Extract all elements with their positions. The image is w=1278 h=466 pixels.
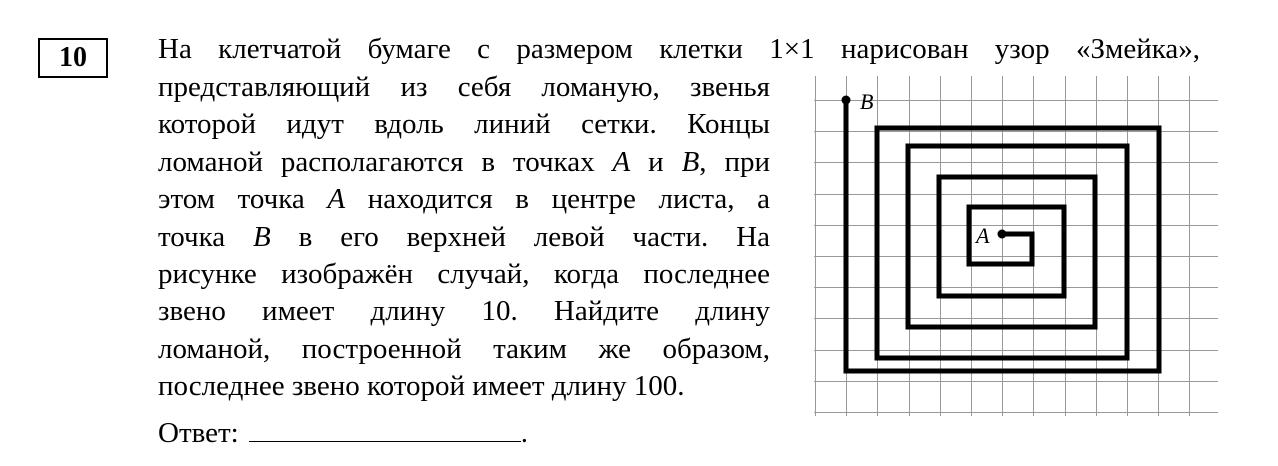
answer-label: Ответ: — [158, 417, 239, 449]
snake-figure — [814, 76, 1218, 416]
text-line-1: представляющий из себя ломаную, звенья — [158, 71, 770, 103]
text-line-2: которой идут вдоль линий сетки. Концы — [158, 108, 770, 141]
point-b-label: B — [860, 89, 874, 114]
text-line-5: точка B в его верхней левой части. На — [158, 220, 770, 253]
text-line-4: этом точка A находится в центре листа, а — [158, 183, 770, 216]
task-number-box — [38, 38, 108, 78]
task-number: 10 — [59, 42, 87, 73]
answer-end: . — [520, 417, 528, 449]
answer-line — [158, 415, 528, 452]
point-a-label: A — [976, 223, 990, 248]
problem-text — [158, 69, 770, 406]
text-line-6: рисунке изображён случай, когда последнее — [158, 258, 770, 291]
text-line-9: последнее звено которой имеет длину 100. — [158, 370, 685, 403]
text-line-3: ломаной располагаются в точках A и B, при — [158, 145, 770, 178]
text-line-8: ломаной, построенной таким же образом, — [158, 332, 770, 365]
text-line-7: звено имеет длину 10. Найдите длину — [158, 295, 770, 328]
point-b-dot — [842, 96, 851, 105]
problem-first-line: На клетчатой бумаге с размером клетки 1×1 нарисован узор «Змейка», — [158, 33, 1200, 65]
point-a-dot — [998, 230, 1007, 239]
answer-blank[interactable] — [249, 415, 521, 442]
